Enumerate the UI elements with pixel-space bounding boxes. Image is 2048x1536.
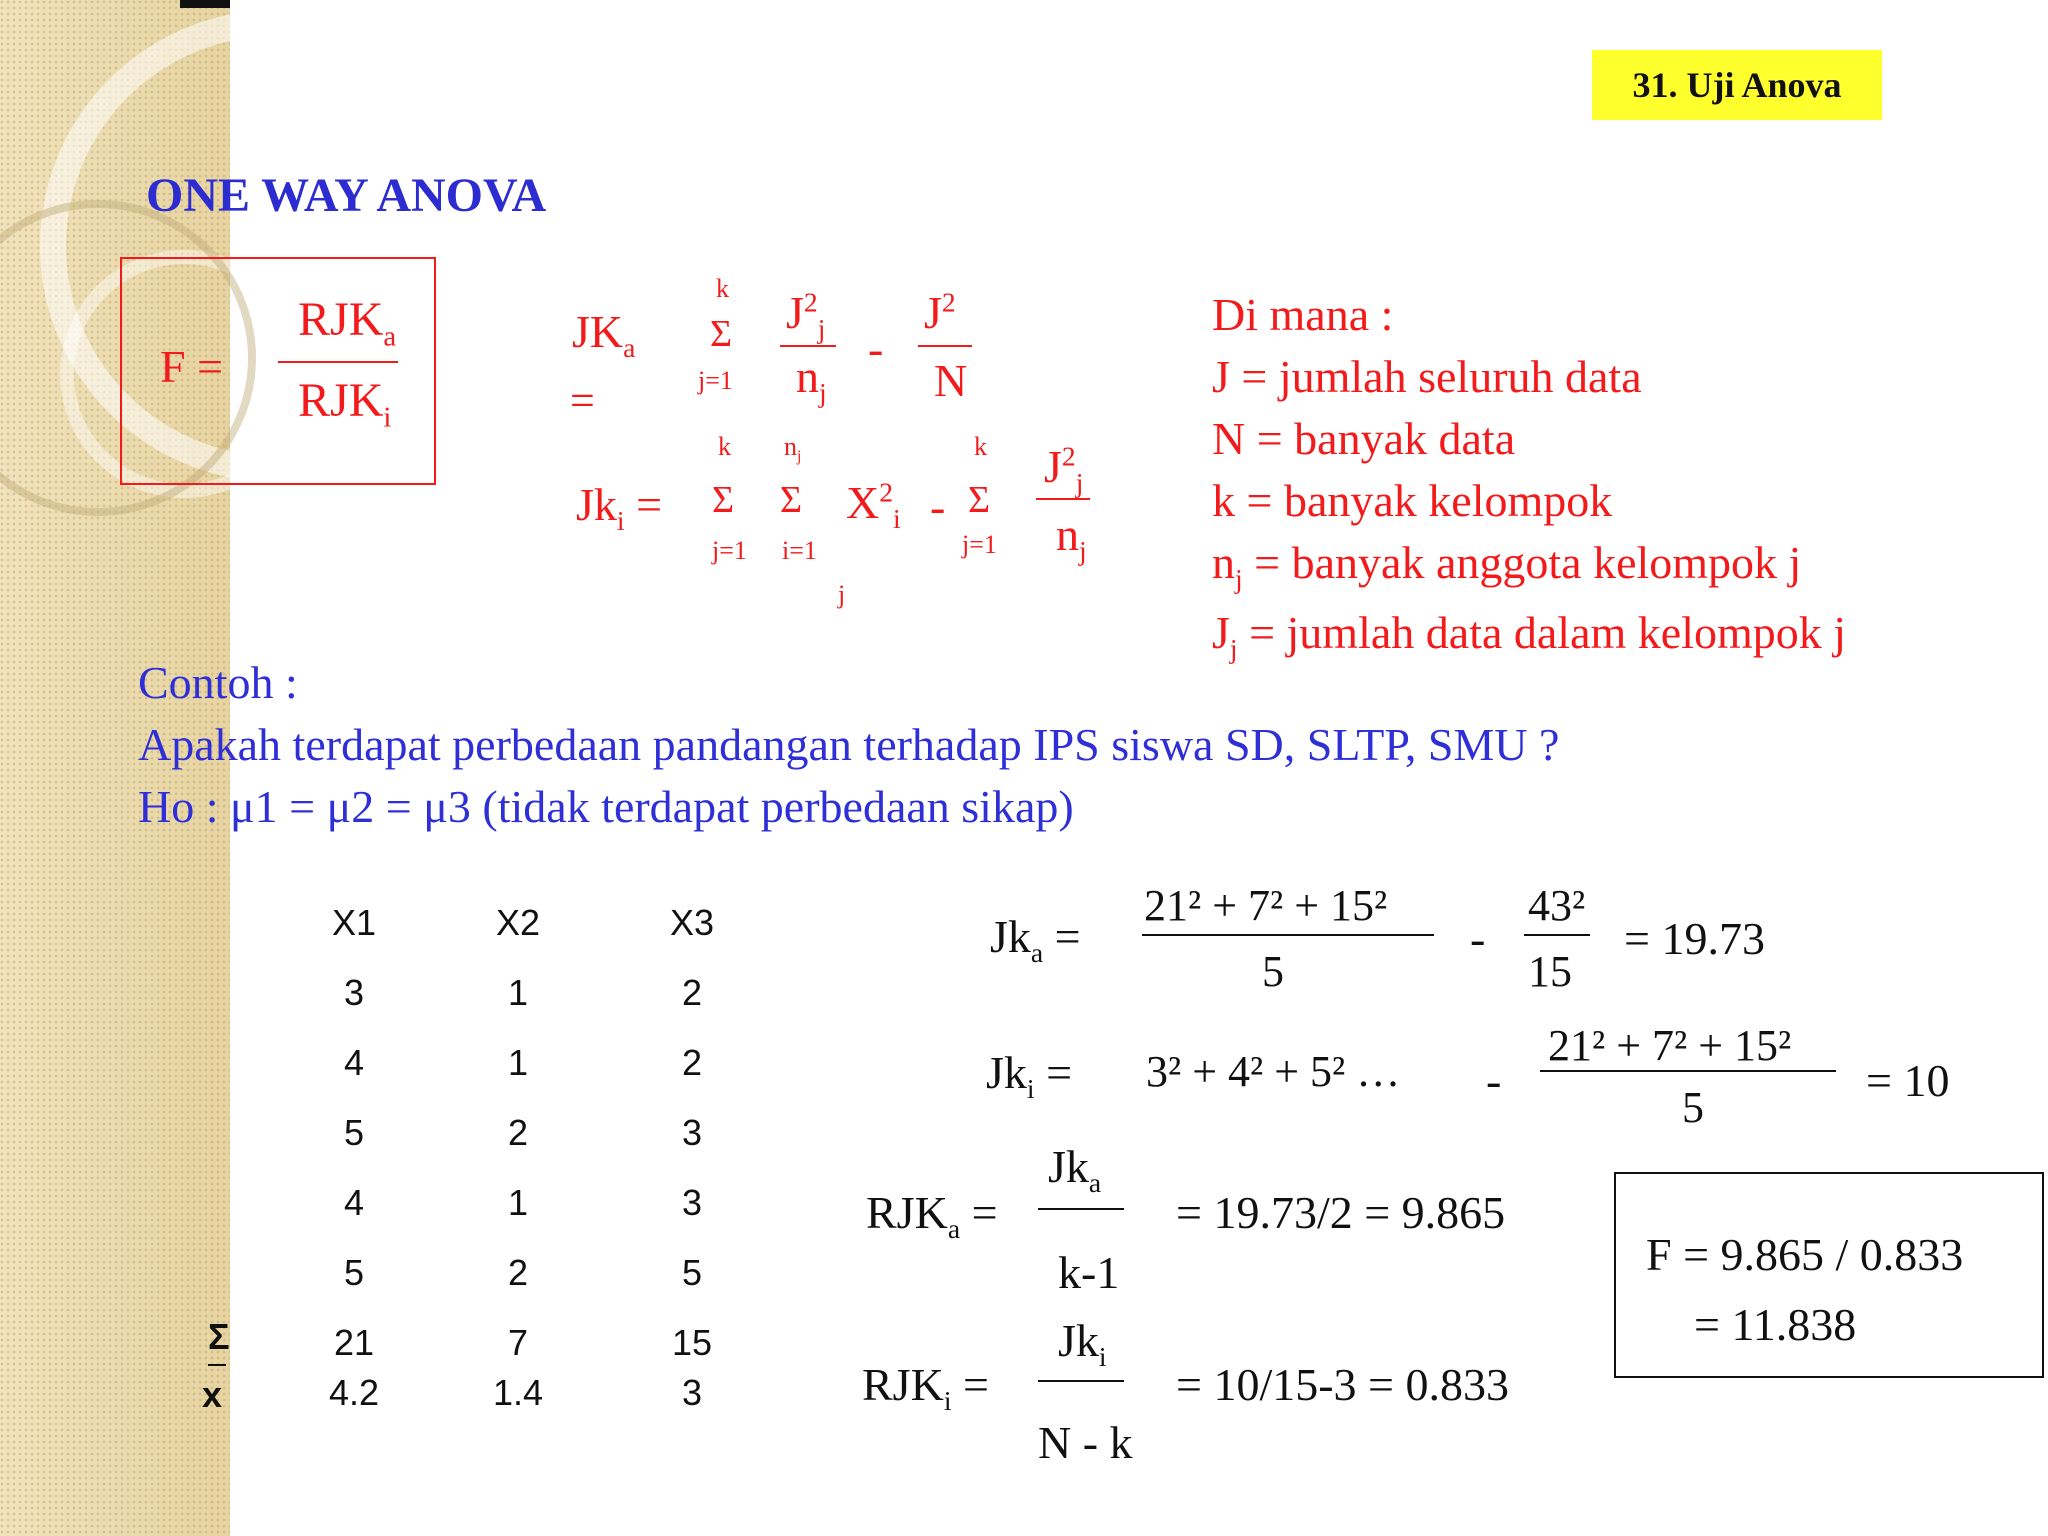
calc-rjki-frac-line — [1038, 1380, 1124, 1382]
table-cell: 2 — [507, 1112, 529, 1153]
jki-sigma1: Σ — [712, 479, 735, 521]
table-cell: 2 — [681, 1042, 703, 1083]
slide-badge — [1592, 50, 1882, 120]
page-title: ONE WAY ANOVA — [146, 169, 547, 222]
jka-N-den: N — [934, 355, 968, 406]
jki-sum2-i1: i=1 — [782, 536, 817, 565]
calc-jka-lhs: $Jk_a$ = — [990, 911, 1081, 969]
legend-head: Di mana : — [1212, 289, 1394, 340]
table-cell: 3 — [681, 1182, 703, 1223]
jki-nj-den: $n_j$ — [1056, 509, 1087, 567]
table-sum-cell: 7 — [507, 1322, 529, 1363]
calc-jka-numerator2: 43² — [1528, 881, 1586, 930]
jka-sum-j1: j=1 — [698, 366, 733, 395]
table-cell: 3 — [681, 1112, 703, 1153]
table-mean-label: x — [202, 1374, 223, 1415]
table-mean-cell: 1.4 — [492, 1372, 544, 1413]
calc-jki-result: = 10 — [1866, 1055, 1950, 1106]
table-mean-cell: 4.2 — [328, 1372, 380, 1413]
legend-line-1: J = jumlah seluruh data — [1212, 351, 1642, 402]
calc-jka-result: = 19.73 — [1624, 913, 1765, 964]
jka-jj-num: $J^2_j$ — [786, 286, 826, 345]
table-cell: 1 — [507, 972, 529, 1013]
calc-rjka-denominator: k-1 — [1058, 1247, 1120, 1298]
calc-jka-denominator: 5 — [1262, 947, 1284, 996]
jki-lhs: $Jk_i$ = — [576, 479, 663, 537]
calc-rjki-lhs: $RJK_i$ = — [862, 1359, 989, 1417]
jki-sum1-k: k — [718, 432, 731, 461]
f-numerator: $RJK_a$ — [298, 293, 397, 353]
table-cell: 5 — [343, 1252, 365, 1293]
calc-rjki-denominator: N - k — [1038, 1417, 1133, 1468]
table-sum-cell: 15 — [671, 1322, 713, 1363]
calc-jka-numerator: 21² + 7² + 15² — [1144, 881, 1388, 930]
jka-frac2-line — [918, 345, 972, 347]
jki-x-sub-j: j — [838, 580, 846, 609]
table-cell: 5 — [681, 1252, 703, 1293]
table-mean-bar — [208, 1364, 226, 1366]
slide-badge-text: 31. Uji Anova — [1632, 65, 1842, 105]
jki-frac-line — [1036, 498, 1090, 500]
jki-jj-num: $J^2_j$ — [1044, 440, 1084, 499]
jki-sigma3: Σ — [968, 479, 991, 521]
jka-j2-num: $J^2$ — [924, 286, 956, 338]
calc-jki-minus: - — [1486, 1055, 1502, 1106]
jki-sum3-k: k — [974, 432, 987, 461]
calc-rjka-numerator: $Jk_a$ — [1048, 1141, 1102, 1199]
calc-rjka-result: = 19.73/2 = 9.865 — [1176, 1187, 1506, 1238]
decorative-strip — [180, 0, 230, 8]
jki-x2: $X^2_i$ — [846, 476, 901, 535]
table-cell: 2 — [681, 972, 703, 1013]
table-header-x2: X2 — [495, 902, 541, 943]
table-cell: 1 — [507, 1042, 529, 1083]
jka-sum-k: k — [716, 274, 729, 303]
calc-jki-lhs: $Jk_i$ = — [986, 1047, 1073, 1105]
jki-sum3-j1: j=1 — [962, 530, 997, 559]
result-line-1: F = 9.865 / 0.833 — [1646, 1229, 1964, 1280]
jki-sigma2: Σ — [780, 479, 803, 521]
table-sum-cell: 21 — [333, 1322, 375, 1363]
legend-line-3: k = banyak kelompok — [1212, 475, 1613, 526]
jka-nj-den: $n_j$ — [796, 351, 827, 409]
calc-jka-minus: - — [1470, 913, 1486, 964]
calc-jka-frac2-line — [1524, 934, 1590, 936]
jka-sigma: Σ — [710, 313, 733, 355]
f-denominator: $RJK_i$ — [298, 374, 392, 434]
result-line-2: = 11.838 — [1694, 1299, 1857, 1350]
legend-line-5: $J_j$ = jumlah data dalam kelompok j — [1212, 607, 1847, 665]
legend-line-4: $n_j$ = banyak anggota kelompok j — [1212, 537, 1802, 595]
table-cell: 4 — [343, 1182, 365, 1223]
calc-jki-expr: 3² + 4² + 5² … — [1146, 1047, 1401, 1096]
calc-jki-numerator: 21² + 7² + 15² — [1548, 1021, 1792, 1070]
calc-rjka-frac-line — [1038, 1208, 1124, 1210]
table-mean-cell: 3 — [681, 1372, 703, 1413]
jka-minus: - — [868, 323, 884, 374]
jka-lhs: $JK_a$ — [572, 306, 636, 364]
f-label: F = — [160, 341, 224, 392]
table-sum-label: Σ — [208, 1316, 230, 1357]
table-cell: 4 — [343, 1042, 365, 1083]
jka-eq: = — [570, 376, 595, 425]
table-cell: 5 — [343, 1112, 365, 1153]
jki-minus: - — [930, 481, 946, 532]
f-fraction-line — [278, 361, 398, 363]
example-question: Apakah terdapat perbedaan pandangan terhadap IPS siswa SD, SLTP, SMU ? — [138, 719, 1560, 770]
table-header-x1: X1 — [331, 902, 377, 943]
table-cell: 1 — [507, 1182, 529, 1223]
example-label: Contoh : — [138, 657, 298, 708]
calc-jka-denominator2: 15 — [1528, 947, 1572, 996]
calc-rjki-result: = 10/15-3 = 0.833 — [1176, 1359, 1509, 1410]
legend-line-2: N = banyak data — [1212, 413, 1516, 464]
calc-rjka-lhs: $RJK_a$ = — [866, 1187, 998, 1245]
calc-jka-frac-line — [1142, 934, 1434, 936]
jka-frac1-line — [780, 345, 836, 347]
jki-sum1-j1: j=1 — [712, 536, 747, 565]
calc-jki-frac-line — [1540, 1070, 1836, 1072]
calc-rjki-numerator: $Jk_i$ — [1058, 1315, 1107, 1373]
table-cell: 2 — [507, 1252, 529, 1293]
table-header-x3: X3 — [669, 902, 715, 943]
example-hypothesis: Ho : μ1 = μ2 = μ3 (tidak terdapat perbedaan sikap) — [138, 781, 1074, 832]
calc-jki-denominator: 5 — [1682, 1083, 1704, 1132]
table-cell: 3 — [343, 972, 365, 1013]
jki-sum2-nj: $n_j$ — [784, 432, 802, 466]
